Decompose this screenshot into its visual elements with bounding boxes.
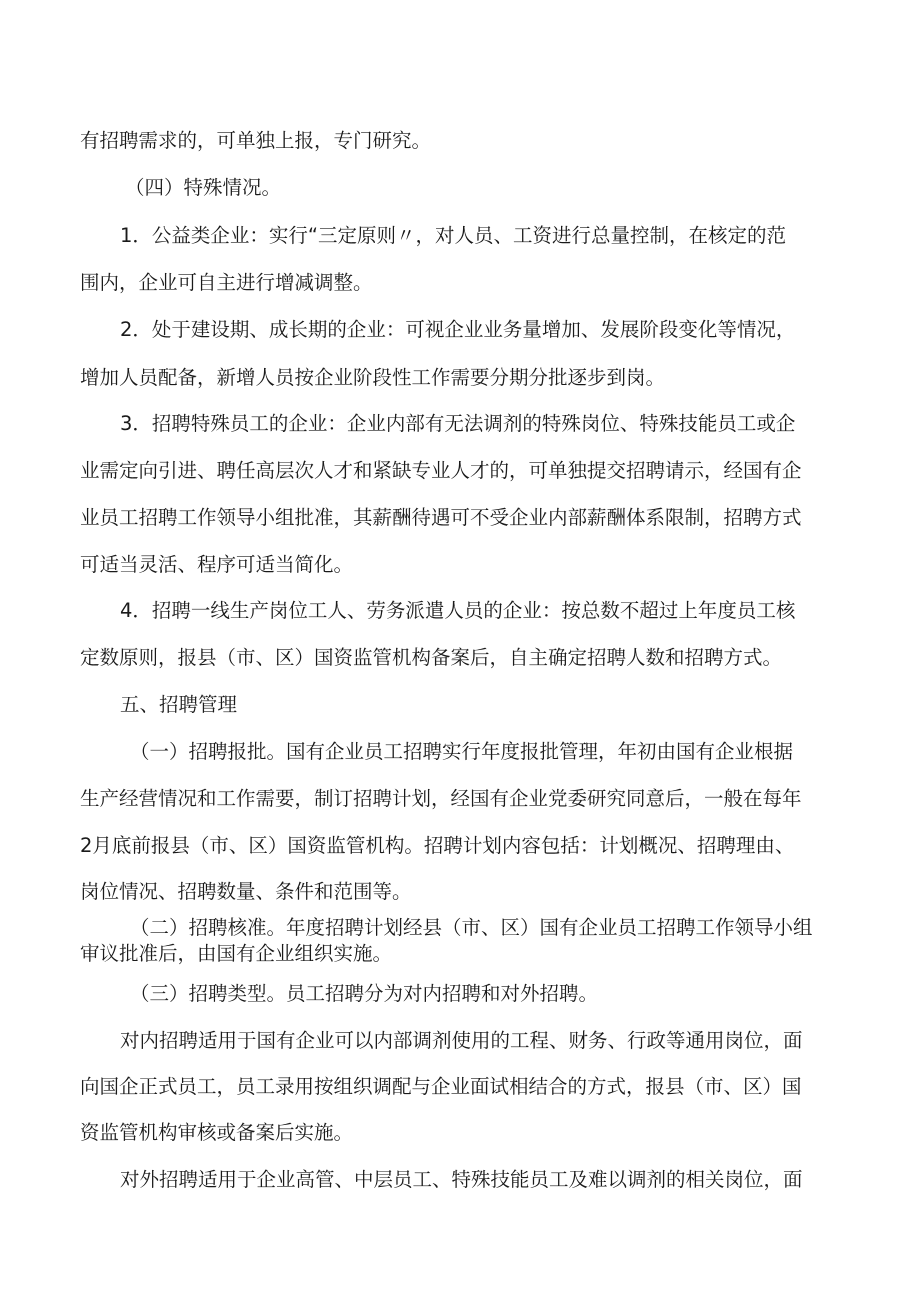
text-line: （三）招聘类型。员工招聘分为对内招聘和对外招聘。 — [130, 982, 599, 1005]
text-line: 生产经营情况和工作需要，制订招聘计划，经国有企业党委研究同意后，一般在每年 — [80, 787, 802, 810]
text-line: 资监管机构审核或备案后实施。 — [80, 1121, 354, 1144]
text-line: 3．招聘特殊员工的企业：企业内部有无法调剂的特殊岗位、特殊技能员工或企 — [120, 412, 796, 435]
text-line: 可适当灵活、程序可适当简化。 — [80, 553, 354, 576]
text-line: 业需定向引进、聘任高层次人才和紧缺专业人才的，可单独提交招聘请示，经国有企 — [80, 459, 802, 482]
text-line: 向国企正式员工，员工录用按组织调配与企业面试相结合的方式，报县（市、区）国 — [80, 1075, 802, 1098]
section-heading: （四）特殊情况。 — [125, 176, 282, 199]
text-line: 有招聘需求的，可单独上报，专门研究。 — [80, 129, 432, 152]
text-line: 增加人员配备，新增人员按企业阶段性工作需要分期分批逐步到岗。 — [80, 366, 666, 389]
text-line: 围内，企业可自主进行增减调整。 — [80, 271, 373, 294]
text-line: 岗位情况、招聘数量、条件和范围等。 — [80, 880, 412, 903]
text-line: 2．处于建设期、成长期的企业：可视企业业务量增加、发展阶段变化等情况， — [120, 318, 796, 341]
text-line: 业员工招聘工作领导小组批准，其薪酬待遇可不受企业内部薪酬体系限制，招聘方式 — [80, 506, 802, 529]
text-line: （二）招聘核准。年度招聘计划经县（市、区）国有企业员工招聘工作领导小组 — [130, 916, 813, 939]
section-heading: 五、招聘管理 — [120, 693, 238, 716]
text-line: 1．公益类企业：实行“三定原则〃，对人员、工资进行总量控制，在核定的范 — [120, 224, 787, 247]
text-line: （一）招聘报批。国有企业员工招聘实行年度报批管理，年初由国有企业根据 — [130, 740, 794, 763]
text-line: 对内招聘适用于国有企业可以内部调剂使用的工程、财务、行政等通用岗位，面 — [120, 1029, 803, 1052]
text-line: 定数原则，报县（市、区）国资监管机构备案后，自主确定招聘人数和招聘方式。 — [80, 646, 783, 669]
text-line: 对外招聘适用于企业高管、中层员工、特殊技能员工及难以调剂的相关岗位，面 — [120, 1168, 803, 1191]
text-line: 4．招聘一线生产岗位工人、劳务派遣人员的企业：按总数不超过上年度员工核 — [120, 599, 796, 622]
text-line: 2月底前报县（市、区）国资监管机构。招聘计划内容包括：计划概况、招聘理由、 — [80, 834, 795, 857]
text-line: 审议批准后，由国有企业组织实施。 — [80, 942, 393, 965]
